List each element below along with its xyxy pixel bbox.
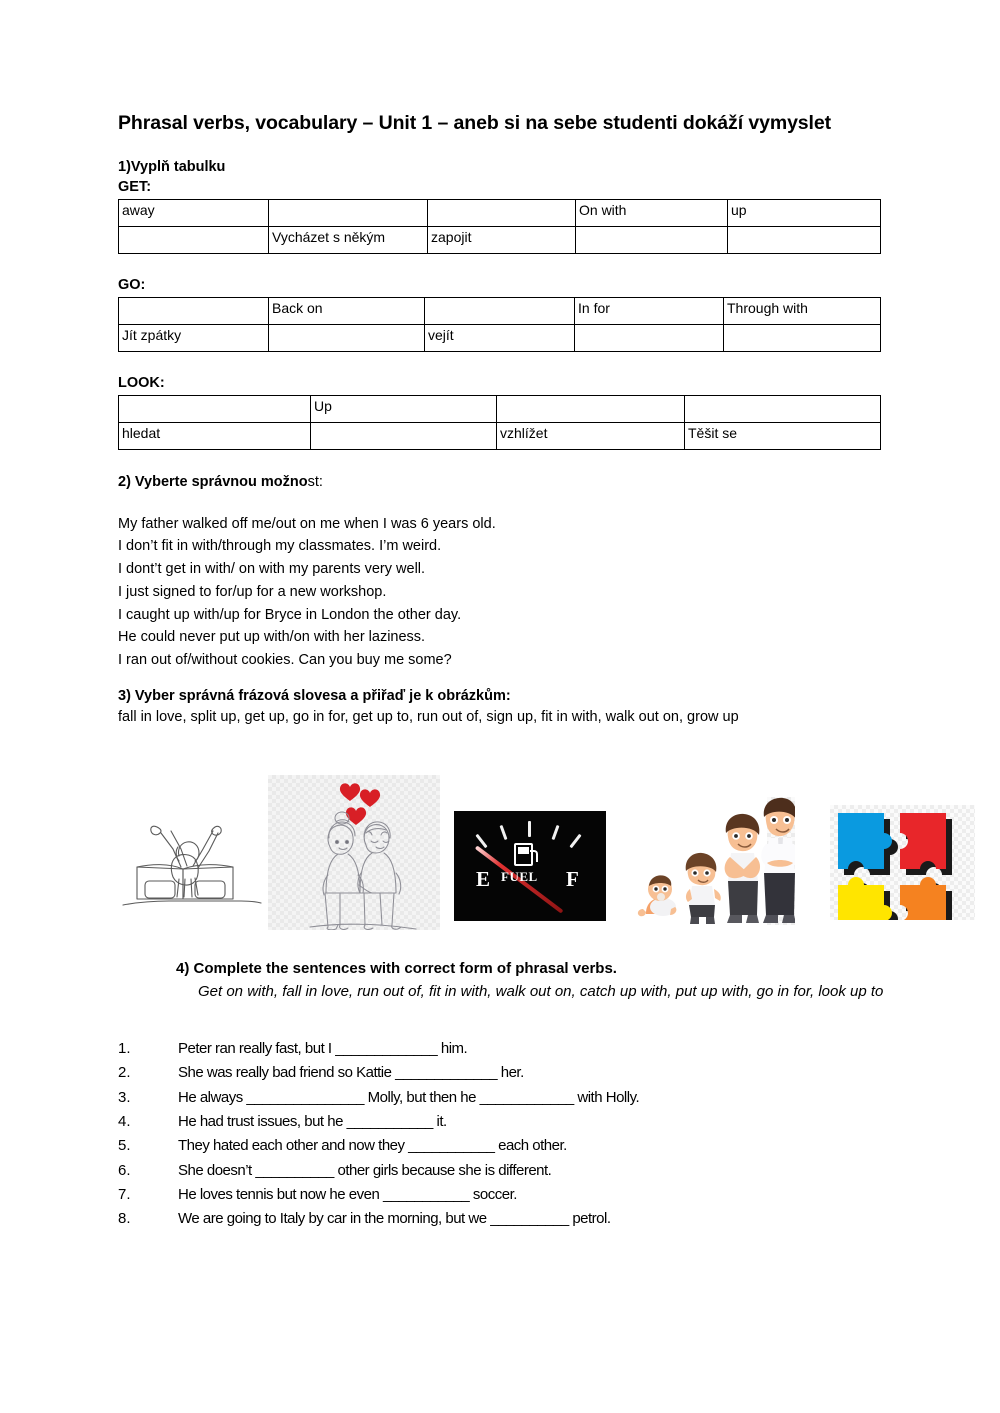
table-look: [118, 395, 881, 450]
table-cell[interactable]: [269, 199, 428, 226]
item-number: 3.: [118, 1088, 131, 1106]
table-cell[interactable]: zapojit: [428, 226, 576, 253]
exercise2-heading-bold: 2) Vyberte správnou možno: [118, 473, 308, 490]
item-number: 2.: [118, 1064, 131, 1082]
table-row: [119, 395, 881, 422]
gauge-tick: [528, 821, 531, 837]
table-cell[interactable]: up: [728, 199, 881, 226]
item-text: She doesn’t __________ other girls because she is different.: [178, 1161, 552, 1179]
exercise4-block: [176, 959, 884, 1004]
table-label-go: GO:: [118, 276, 146, 293]
table-cell[interactable]: away: [119, 199, 269, 226]
jigsaw-puzzle-pieces-icon: [830, 805, 975, 920]
item-number: 4.: [118, 1112, 131, 1130]
table-get: [118, 199, 881, 254]
exercise2-sentence-list: [118, 513, 880, 672]
fuel-pump-icon: [514, 843, 533, 866]
list-item: [118, 1207, 880, 1231]
table-cell[interactable]: [685, 395, 881, 422]
heart-shapes: [340, 783, 380, 825]
gauge-tick: [569, 833, 581, 847]
list-item: [118, 1110, 880, 1134]
stage-teen: [725, 813, 760, 922]
boy-growing-up-stages-icon: [630, 797, 795, 925]
exercise2-heading-rest: st:: [307, 473, 323, 490]
list-item: [118, 1061, 880, 1085]
table-cell[interactable]: [269, 324, 425, 351]
page-title: Phrasal verbs, vocabulary – Unit 1 – aneb si na sebe studenti dokáží vymyslet: [118, 112, 832, 134]
gauge-full-label: F: [566, 866, 579, 891]
exercise2-heading: [118, 472, 880, 493]
table-cell[interactable]: [119, 395, 311, 422]
table-cell[interactable]: [119, 297, 269, 324]
table-cell[interactable]: [425, 297, 575, 324]
exercise4-sentence-list: [118, 1037, 880, 1231]
table-cell[interactable]: [724, 324, 881, 351]
gauge-tick: [552, 825, 560, 840]
table-cell[interactable]: Těšit se: [685, 422, 881, 449]
item-number: 7.: [118, 1185, 131, 1203]
gauge-tick: [500, 825, 508, 840]
list-item: [118, 1183, 880, 1207]
table-cell[interactable]: vejít: [425, 324, 575, 351]
table-cell[interactable]: hledat: [119, 422, 311, 449]
exercise2-sentence: I don’t fit in with/through my classmates. I’m weird.: [118, 538, 442, 555]
list-item: [118, 1159, 880, 1183]
table-label-look: LOOK:: [118, 374, 165, 391]
table-row: [119, 422, 881, 449]
exercise2-sentence: My father walked off me/out on me when I was 6 years old.: [118, 515, 496, 532]
exercise2-sentence: He could never put up with/on with her laziness.: [118, 629, 426, 646]
table-cell[interactable]: [728, 226, 881, 253]
table-row: [119, 226, 881, 253]
table-cell[interactable]: In for: [575, 297, 724, 324]
gauge-caption: FUEL: [501, 868, 538, 884]
exercise2-sentence: I just signed to for/up for a new workshop.: [118, 583, 387, 600]
exercise3-heading: 3) Vyber správná frázová slovesa a přiřaď je k obrázkům:: [118, 687, 511, 704]
exercise2-sentence: I caught up with/up for Bryce in London the other day.: [118, 606, 462, 623]
stage-toddler: [686, 852, 721, 923]
stage-adult: [761, 797, 795, 922]
exercise4-wordbank: Get on with, fall in love, run out of, fit in with, walk out on, catch up with, put up with, go in for, look up to: [198, 982, 884, 1000]
exercise1-heading: 1)Vyplň tabulku: [118, 159, 226, 175]
table-row: [119, 324, 881, 351]
item-text: Peter ran really fast, but I _____________ him.: [178, 1040, 468, 1058]
table-cell[interactable]: [119, 226, 269, 253]
item-text: They hated each other and now they ___________ each other.: [178, 1137, 567, 1155]
item-number: 1.: [118, 1040, 131, 1058]
table-label-get: GET:: [118, 179, 152, 196]
table-cell[interactable]: Vycházet s někým: [269, 226, 428, 253]
exercise2-sentence: I ran out of/without cookies. Can you buy me some?: [118, 652, 452, 669]
table-row: [119, 199, 881, 226]
table-cell[interactable]: [575, 324, 724, 351]
table-cell[interactable]: [497, 395, 685, 422]
item-text: We are going to Italy by car in the morning, but we __________ petrol.: [178, 1210, 611, 1228]
table-cell[interactable]: [576, 226, 728, 253]
table-cell[interactable]: [311, 422, 497, 449]
item-number: 6.: [118, 1161, 131, 1179]
person-waking-up-in-bed-icon: [121, 809, 263, 919]
item-text: He always _______________ Molly, but then he ____________ with Holly.: [178, 1088, 640, 1106]
exercise2-sentence: I dont’t get in with/ on with my parents very well.: [118, 561, 426, 578]
item-number: 8.: [118, 1210, 131, 1228]
table-cell[interactable]: vzhlížet: [497, 422, 685, 449]
list-item: [118, 1037, 880, 1061]
table-cell[interactable]: Back on: [269, 297, 425, 324]
table-cell[interactable]: Jít zpátky: [119, 324, 269, 351]
stage-baby: [638, 875, 677, 916]
item-number: 5.: [118, 1137, 131, 1155]
table-go: [118, 297, 881, 352]
list-item: [118, 1086, 880, 1110]
worksheet-content: [118, 112, 884, 1231]
item-text: He loves tennis but now he even ___________ soccer.: [178, 1185, 517, 1203]
table-cell[interactable]: On with: [576, 199, 728, 226]
empty-fuel-gauge-icon: [454, 811, 606, 921]
item-text: He had trust issues, but he ___________ it.: [178, 1112, 447, 1130]
item-text: She was really bad friend so Kattie _____________ her.: [178, 1064, 524, 1082]
table-row: [119, 297, 881, 324]
exercise4-heading: 4) Complete the sentences with correct form of phrasal verbs.: [176, 959, 617, 977]
gauge-empty-label: E: [476, 866, 491, 891]
exercise3-wordlist: fall in love, split up, get up, go in for, get up to, run out of, sign up, fit in with, walk out on, grow up: [118, 708, 739, 725]
table-cell[interactable]: [428, 199, 576, 226]
couple-in-love-icon: [268, 775, 440, 930]
table-cell[interactable]: Through with: [724, 297, 881, 324]
table-cell[interactable]: Up: [311, 395, 497, 422]
exercise3-image-strip: [118, 775, 880, 950]
list-item: [118, 1134, 880, 1158]
